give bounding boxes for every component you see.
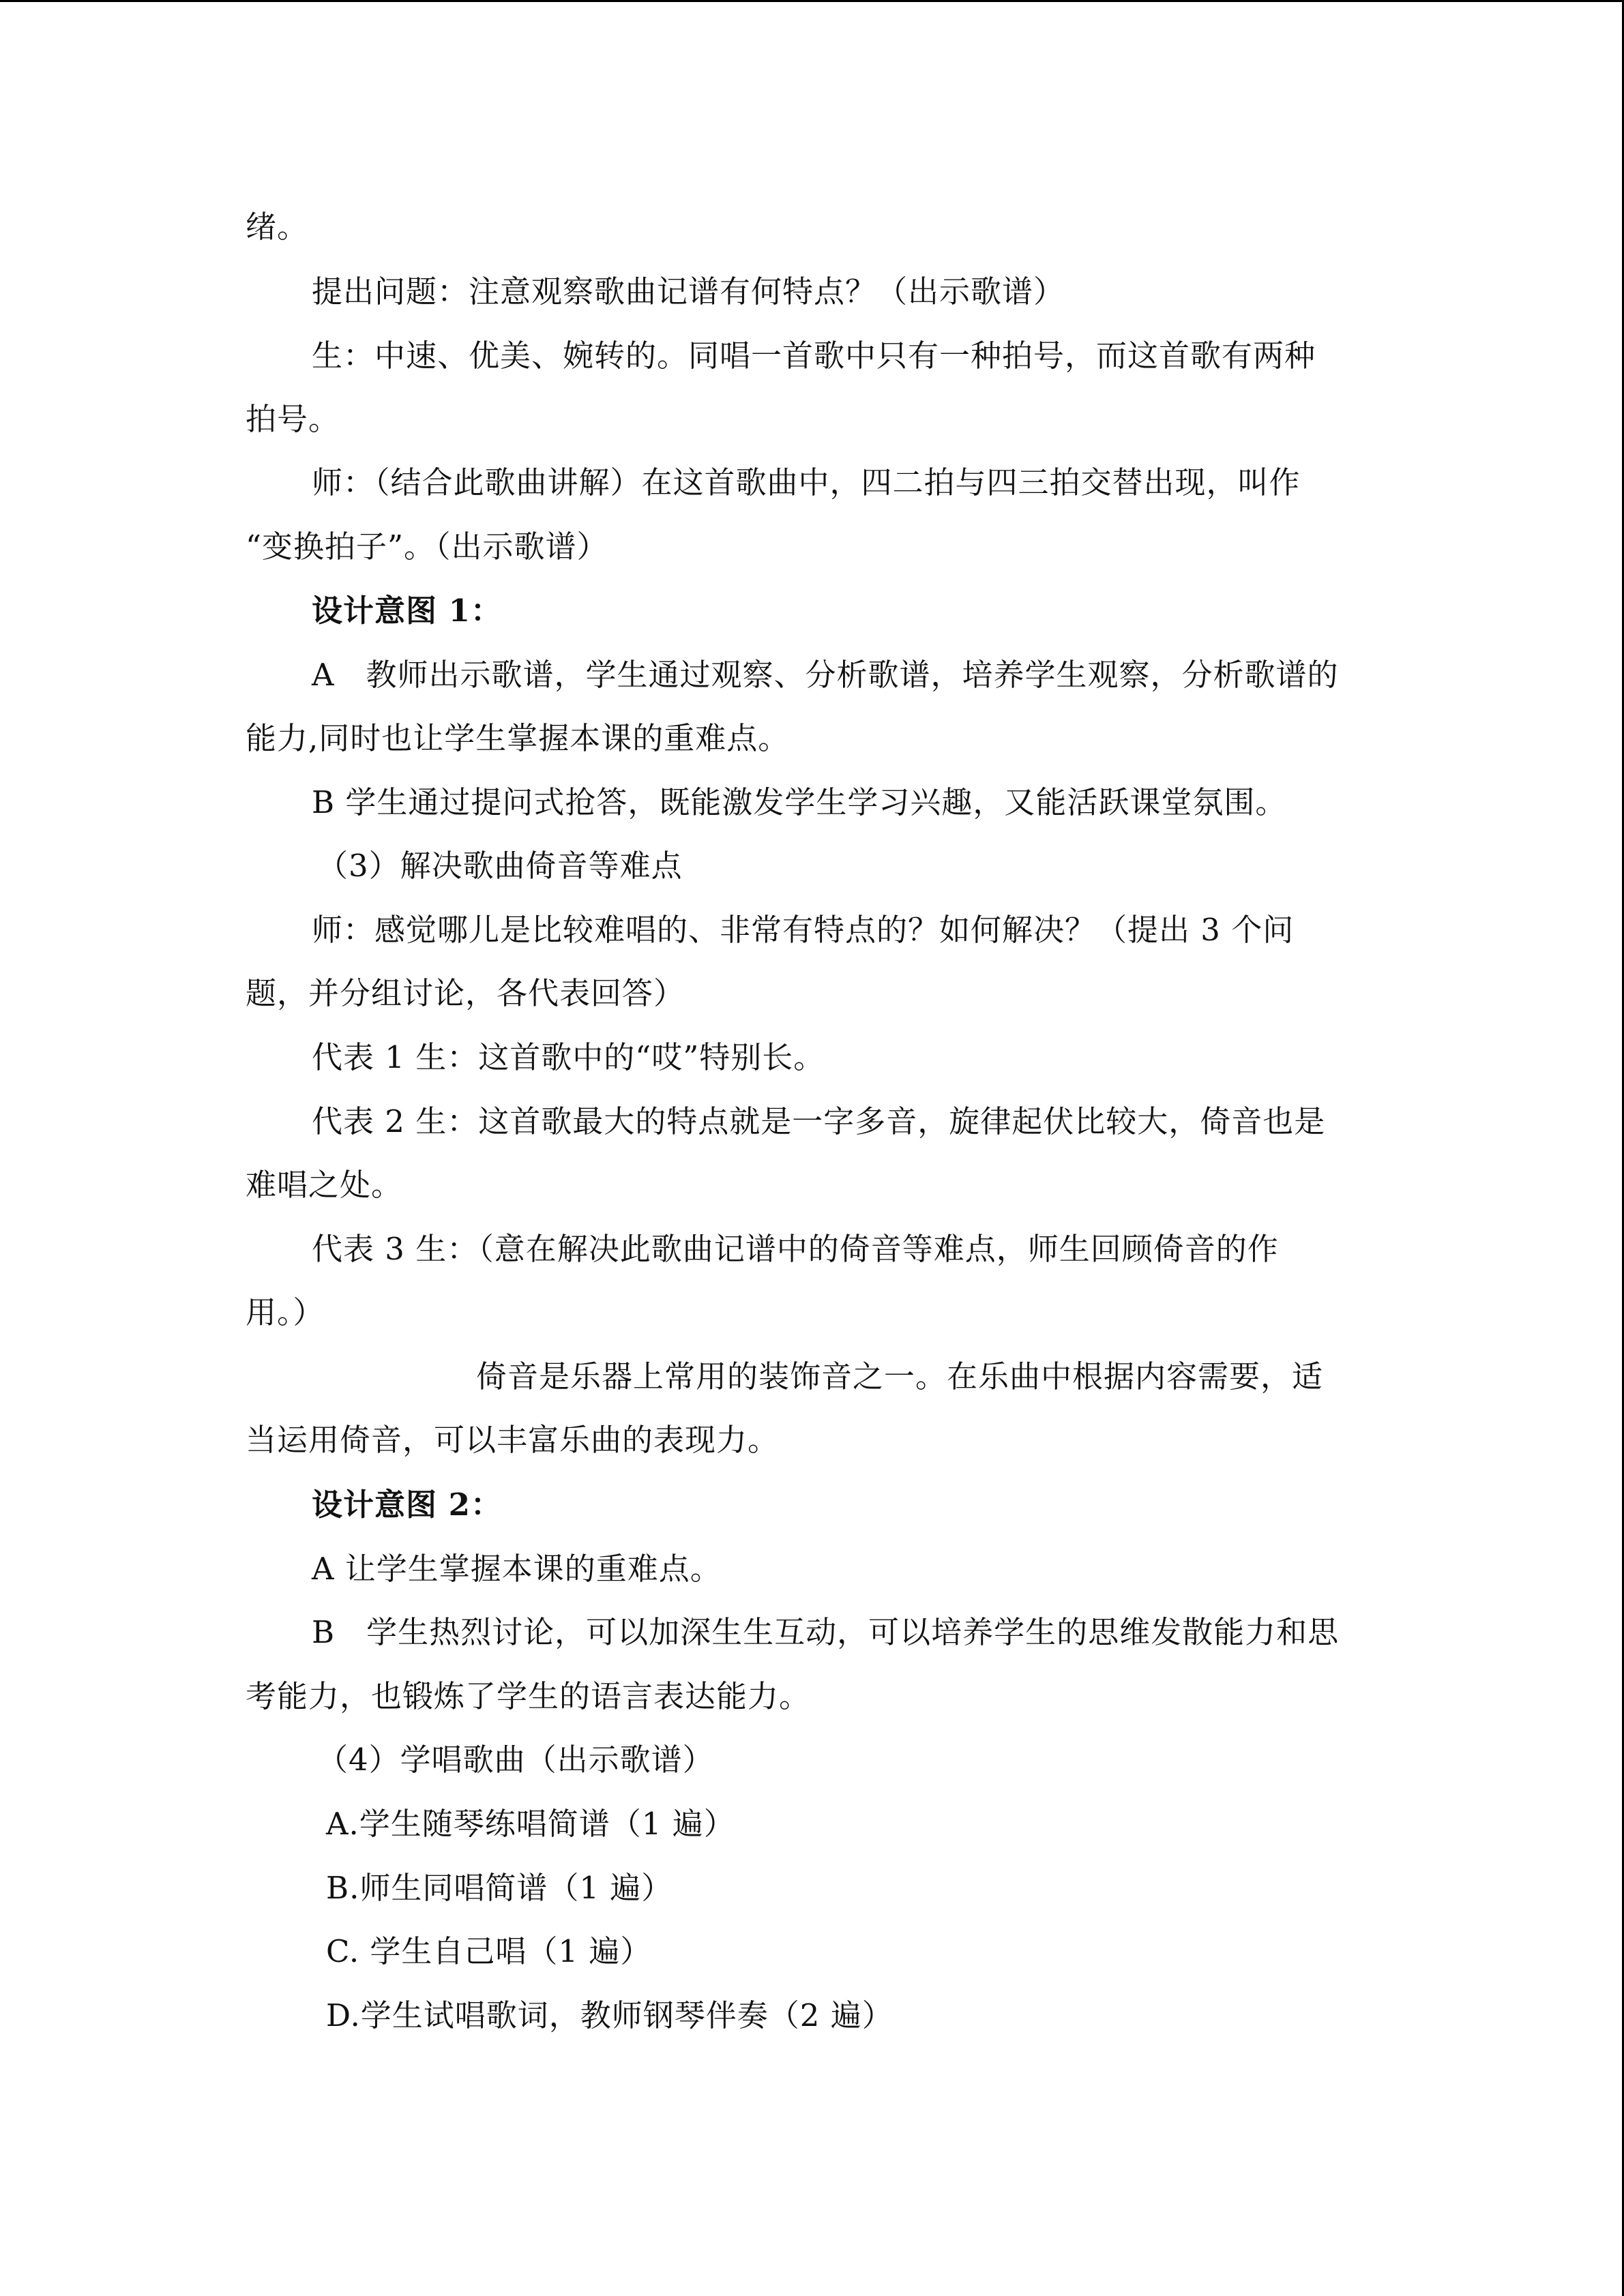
subsection-heading: （3）解决歌曲倚音等难点 [317,848,683,884]
text-line: 拍号。 [246,401,340,437]
text-line: 倚音是乐器上常用的装饰音之一。在乐曲中根据内容需要，适 [476,1358,1324,1395]
section-heading: 设计意图 1： [312,593,502,629]
text-line: A 教师出示歌谱，学生通过观察、分析歌谱，培养学生观察，分析歌谱的 [312,657,1339,693]
text-line: 代表 2 生：这首歌最大的特点就是一字多音，旋律起伏比较大，倚音也是 [312,1103,1326,1139]
text-line: 用。） [246,1294,325,1330]
text-line: A 让学生掌握本课的重难点。 [312,1551,722,1587]
text-line: 难唱之处。 [246,1167,403,1203]
list-item: C. 学生自己唱（1 遍） [326,1933,652,1969]
text-line: B 学生通过提问式抢答，既能激发学生学习兴趣，又能活跃课堂氛围。 [312,784,1287,820]
text-line: 当运用倚音，可以丰富乐曲的表现力。 [246,1422,780,1458]
text-line: 能力,同时也让学生掌握本课的重难点。 [246,720,790,756]
text-line: 代表 3 生：（意在解决此歌曲记谱中的倚音等难点，师生回顾倚音的作 [312,1231,1279,1267]
subsection-heading: （4）学唱歌曲（出示歌谱） [317,1742,714,1778]
text-line: “变换拍子”。（出示歌谱） [246,528,608,565]
text-line: 师：感觉哪儿是比较难唱的、非常有特点的？如何解决？（提出 3 个问 [312,912,1295,948]
list-item: A.学生随琴练唱简谱（1 遍） [326,1806,735,1842]
text-line: 生：中速、优美、婉转的。同唱一首歌中只有一种拍号，而这首歌有两种 [312,338,1316,374]
text-line: 提出问题：注意观察歌曲记谱有何特点？（出示歌谱） [312,273,1065,310]
list-item: D.学生试唱歌词，教师钢琴伴奏（2 遍） [326,1997,894,2033]
text-line: 师：（结合此歌曲讲解）在这首歌曲中，四二拍与四三拍交替出现，叫作 [312,464,1301,501]
text-line: 绪。 [246,209,309,245]
text-line: 考能力，也锻炼了学生的语言表达能力。 [246,1678,811,1714]
section-heading: 设计意图 2： [312,1487,502,1523]
text-line: B 学生热烈讨论，可以加深生生互动，可以培养学生的思维发散能力和思 [312,1614,1340,1650]
text-line: 题，并分组讨论，各代表回答） [246,975,685,1011]
text-line: 代表 1 生：这首歌中的“哎”特别长。 [312,1039,825,1075]
list-item: B.师生同唱简谱（1 遍） [326,1870,673,1906]
